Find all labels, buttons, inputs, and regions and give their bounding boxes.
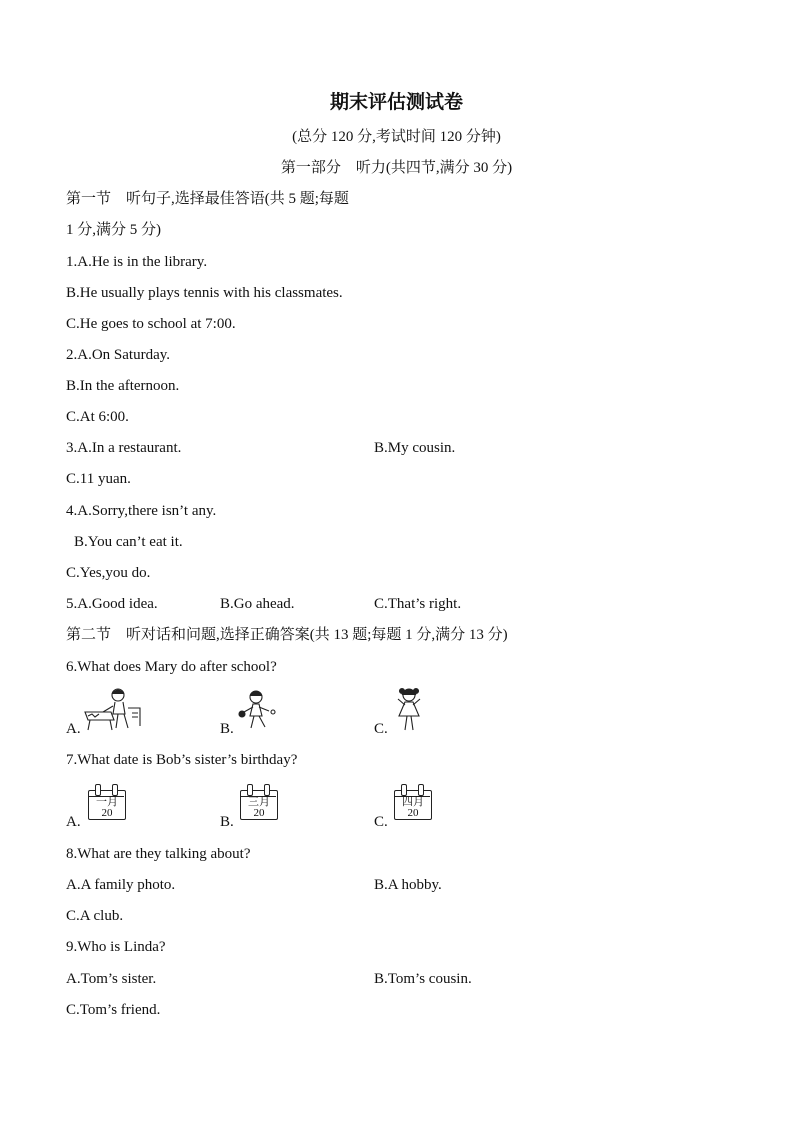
calendar-day: 20 <box>101 807 113 819</box>
q9-option-c: C.Tom’s friend. <box>66 1002 161 1018</box>
q1-option-b: B.He usually plays tennis with his classmates. <box>66 285 343 301</box>
calendar-icon <box>86 784 128 818</box>
q1-option-c: C.He goes to school at 7:00. <box>66 316 236 332</box>
page-title: 期末评估测试卷 <box>329 91 463 113</box>
q8-option-b: B.A hobby. <box>374 877 442 893</box>
exam-subtitle: (总分 120 分,考试时间 120 分钟) <box>292 129 501 145</box>
q5-option-a: 5.A.Good idea. <box>66 596 158 612</box>
q8-option-a: A.A family photo. <box>66 877 176 893</box>
calendar-day: 20 <box>407 807 419 819</box>
q7-label-a: A. <box>66 814 81 830</box>
q1-option-a: 1.A.He is in the library. <box>66 254 208 270</box>
section1-heading-line2: 1 分,满分 5 分) <box>66 222 161 238</box>
q2-option-b: B.In the afternoon. <box>66 378 180 394</box>
q4-option-c: C.Yes,you do. <box>66 565 151 581</box>
calendar-icon <box>392 784 434 818</box>
calendar-icon <box>238 784 280 818</box>
q4-option-b: B.You can’t eat it. <box>74 534 183 550</box>
child-dancing-icon <box>392 686 426 734</box>
calendar-month: 三月 <box>248 795 270 808</box>
q3-option-a: 3.A.In a restaurant. <box>66 440 182 456</box>
q7-question: 7.What date is Bob’s sister’s birthday? <box>66 752 298 768</box>
q2-option-c: C.At 6:00. <box>66 409 129 425</box>
part1-heading: 第一部分 听力(共四节,满分 30 分) <box>280 160 513 176</box>
calendar-month: 一月 <box>96 795 118 808</box>
q9-option-b: B.Tom’s cousin. <box>374 971 472 987</box>
section1-heading-line1: 第一节 听句子,选择最佳答语(共 5 题;每题 <box>66 191 349 207</box>
q4-option-a: 4.A.Sorry,there isn’t any. <box>66 503 217 519</box>
q6-question: 6.What does Mary do after school? <box>66 659 277 675</box>
q5-option-c: C.That’s right. <box>374 596 462 612</box>
q8-option-c: C.A club. <box>66 908 124 924</box>
q5-option-b: B.Go ahead. <box>220 596 295 612</box>
q6-label-c: C. <box>374 721 388 737</box>
q7-label-b: B. <box>220 814 234 830</box>
calendar-month: 四月 <box>402 795 424 808</box>
calendar-day: 20 <box>253 807 265 819</box>
q3-option-c: C.11 yuan. <box>66 471 131 487</box>
section2-heading: 第二节 听对话和问题,选择正确答案(共 13 题;每题 1 分,满分 13 分) <box>66 627 508 643</box>
q9-question: 9.Who is Linda? <box>66 939 166 955</box>
q7-label-c: C. <box>374 814 388 830</box>
q9-option-a: A.Tom’s sister. <box>66 971 157 987</box>
q6-label-b: B. <box>220 721 234 737</box>
child-drawing-icon <box>82 686 144 732</box>
q3-option-b: B.My cousin. <box>374 440 456 456</box>
q8-question: 8.What are they talking about? <box>66 846 251 862</box>
q6-label-a: A. <box>66 721 81 737</box>
child-playing-ping-pong-icon <box>236 688 280 732</box>
q2-option-a: 2.A.On Saturday. <box>66 347 171 363</box>
